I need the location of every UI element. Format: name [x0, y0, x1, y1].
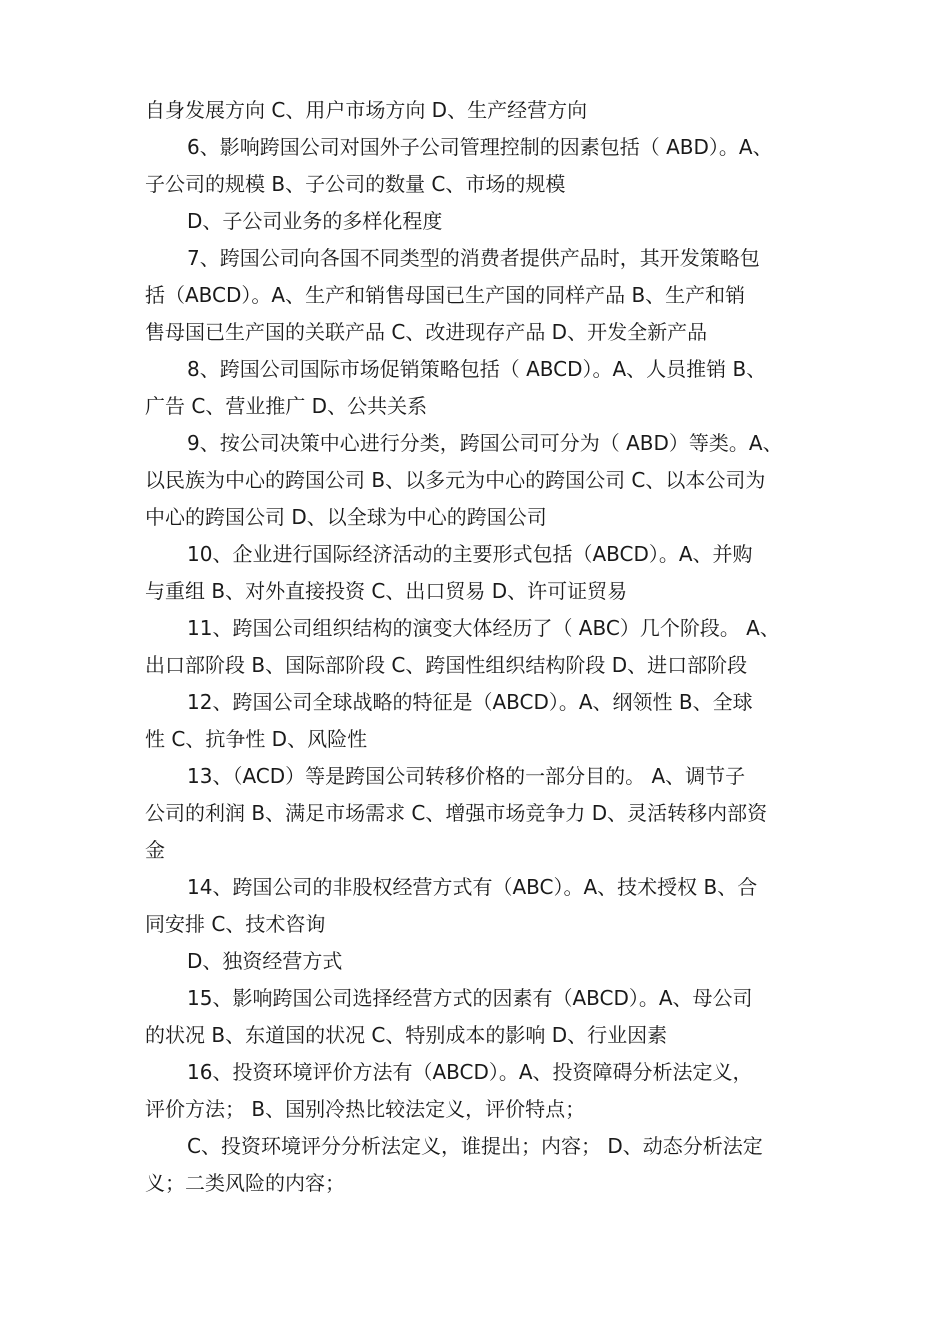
text-line: D、子公司业务的多样化程度 [187, 209, 443, 233]
text-line: 13、（ACD）等是跨国公司转移价格的一部分目的。 A、调节子 [187, 764, 746, 788]
text-line: 性 C、抗争性 D、风险性 [145, 727, 368, 751]
text-line: 11、跨国公司组织结构的演变大体经历了（ ABC）几个阶段。 A、 [187, 616, 780, 640]
text-line: 广告 C、营业推广 D、公共关系 [145, 394, 428, 418]
text-line: 10、企业进行国际经济活动的主要形式包括（ABCD）。A、并购 [187, 542, 753, 566]
text-line: 以民族为中心的跨国公司 B、以多元为中心的跨国公司 C、以本公司为 [145, 468, 766, 492]
text-line: 金 [145, 838, 165, 862]
text-line: 括（ABCD）。A、生产和销售母国已生产国的同样产品 B、生产和销 [145, 283, 746, 307]
text-line: D、独资经营方式 [187, 949, 343, 973]
text-line: 售母国已生产国的关联产品 C、改进现存产品 D、开发全新产品 [145, 320, 708, 344]
text-line: 出口部阶段 B、国际部阶段 C、跨国性组织结构阶段 D、进口部阶段 [145, 653, 748, 677]
text-line: 自身发展方向 C、用户市场方向 D、生产经营方向 [145, 98, 588, 122]
text-line: 与重组 B、对外直接投资 C、出口贸易 D、许可证贸易 [145, 579, 628, 603]
text-line: 9、按公司决策中心进行分类，跨国公司可分为（ ABD）等类。A、 [187, 431, 783, 455]
text-line: 的状况 B、东道国的状况 C、特别成本的影响 D、行业因素 [145, 1023, 668, 1047]
text-line: C、投资环境评分分析法定义，谁提出；内容； D、动态分析法定 [187, 1134, 763, 1158]
text-line: 12、跨国公司全球战略的特征是（ABCD）。A、纲领性 B、全球 [187, 690, 753, 714]
text-line: 评价方法； B、国别冷热比较法定义，评价特点； [145, 1097, 586, 1121]
text-line: 16、投资环境评价方法有（ABCD）。A、投资障碍分析法定义， [187, 1060, 753, 1084]
text-line: 同安排 C、技术咨询 [145, 912, 326, 936]
text-line: 7、跨国公司向各国不同类型的消费者提供产品时，其开发策略包 [187, 246, 760, 270]
text-line: 14、跨国公司的非股权经营方式有（ABC）。A、技术授权 B、合 [187, 875, 758, 899]
text-line: 公司的利润 B、满足市场需求 C、增强市场竞争力 D、灵活转移内部资 [145, 801, 768, 825]
text-line: 子公司的规模 B、子公司的数量 C、市场的规模 [145, 172, 566, 196]
text-line: 义；二类风险的内容； [145, 1171, 345, 1195]
text-line: 6、影响跨国公司对国外子公司管理控制的因素包括（ ABD）。A、 [187, 135, 773, 159]
text-line: 8、跨国公司国际市场促销策略包括（ ABCD）。A、人员推销 B、 [187, 357, 767, 381]
text-line: 15、影响跨国公司选择经营方式的因素有（ABCD）。A、母公司 [187, 986, 753, 1010]
document-body [145, 92, 815, 1202]
text-line: 中心的跨国公司 D、以全球为中心的跨国公司 [145, 505, 547, 529]
